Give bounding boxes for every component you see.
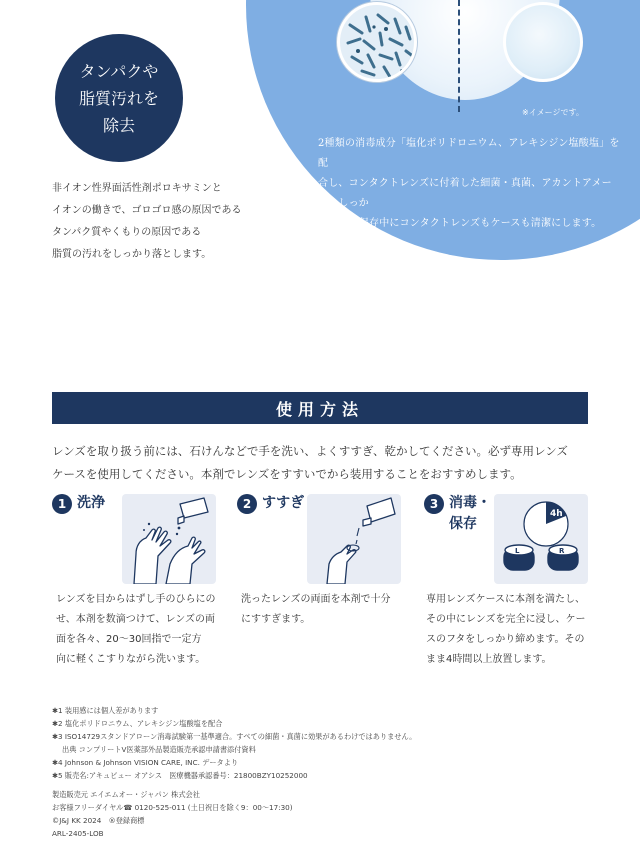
footnote: ✱5 販売名:アキュビュー オアシス 医療機器承認番号：21800BZY10252000 — [52, 771, 308, 780]
step-title — [449, 493, 491, 535]
company-info — [52, 788, 293, 840]
text-line: 合し、コンタクトレンズに付着した細菌・真菌、アカントアメーバをしっか — [318, 178, 612, 209]
disinfection-description — [318, 134, 620, 234]
text-line: まま4時間以上放置します。 — [426, 654, 552, 665]
bacteria-lens-icon — [337, 2, 417, 82]
hands-washing-icon — [122, 494, 216, 584]
footnote: ✱2 塩化ポリドロニウム、アレキシジン塩酸塩を配合 — [52, 719, 223, 728]
case-left-label: L — [515, 547, 520, 555]
document-code: ARL-2405-LOB — [52, 829, 104, 838]
usage-intro — [52, 440, 592, 486]
step-number: 1 — [52, 494, 72, 514]
footnote: ✱4 Johnson & Johnson VISION CARE, INC. データより — [52, 758, 239, 767]
text-line: イオンの働きで、ゴロゴロ感の原因である — [52, 205, 242, 216]
text-line: その中にレンズを完全に浸し、ケー — [426, 614, 586, 625]
badge-line: 脂質汚れを — [78, 88, 159, 108]
divider-dashed-line — [458, 0, 460, 112]
text-line: 非イオン性界面活性剤ポロキサミンと — [52, 183, 222, 194]
copyright: ©J&J KK 2024 ®登録商標 — [52, 816, 145, 825]
text-line: 専用レンズケースに本剤を満たし、 — [426, 594, 585, 605]
clock-label: 4h — [550, 509, 563, 519]
step-wash-text — [56, 590, 228, 670]
step-title — [77, 493, 105, 514]
text-line: レンズを目からはずし手のひらにの — [56, 594, 216, 605]
text-line: 2種類の消毒成分「塩化ポリドロニウム、アレキシジン塩酸塩」を配 — [318, 138, 620, 169]
usage-heading: 使用方法 — [52, 392, 588, 424]
text-line: 洗ったレンズの両面を本剤で十分 — [241, 594, 391, 605]
lens-case-icon — [494, 494, 588, 584]
badge-line: タンパクや — [79, 61, 159, 81]
image-note: ※イメージです。 — [522, 108, 584, 117]
step-number: 2 — [237, 494, 257, 514]
clean-lens-icon — [503, 2, 583, 82]
text-line: にすすぎます。 — [241, 614, 311, 625]
cleaning-description — [52, 178, 292, 266]
protein-lipid-badge — [55, 34, 183, 162]
text-line: 向に軽くこすりながら洗います。 — [56, 654, 206, 665]
text-line: レンズを取り扱う前には、石けんなどで手を洗い、よくすすぎ、乾かしてください。必ず専用レンズ — [52, 444, 568, 458]
step-title-line: 洗浄 — [77, 495, 105, 511]
step-rinse-text — [241, 590, 413, 630]
footnotes — [52, 704, 416, 782]
text-line: せ、本剤を数滴つけて、レンズの両 — [56, 614, 215, 625]
step-title-line: すすぎ — [262, 495, 305, 511]
step-title-line: 消毒・ — [449, 495, 491, 511]
step-title-line: 保存 — [449, 516, 477, 532]
text-line: 脂質の汚れをしっかり落とします。 — [52, 249, 212, 260]
step-disinfect-store-text — [426, 590, 598, 670]
step-title — [262, 493, 304, 514]
case-right-label: R — [559, 547, 565, 555]
footnote: ✱1 装用感には個人差があります — [52, 706, 159, 715]
customer-phone: お客様フリーダイヤル☎ 0120-525-011 (土日祝日を除く9：00〜17:30) — [52, 803, 293, 812]
text-line: タンパク質やくもりの原因である — [52, 227, 202, 238]
text-line: ケースを使用してください。本剤でレンズをすすいでから装用することをおすすめします。 — [52, 467, 522, 481]
rinse-lens-icon — [307, 494, 401, 584]
text-line: 面を各々、20〜30回指で一定方 — [56, 634, 202, 645]
text-line: り消毒。保存中にコンタクトレンズもケースも清潔にします。 — [318, 218, 602, 229]
company-line: 製造販売元 エイエムオー・ジャパン 株式会社 — [52, 790, 200, 799]
badge-line: 除去 — [102, 115, 135, 135]
footnote: 出典 コンプリートⅤ医薬部外品製造販売承認申請書添付資料 — [62, 745, 256, 754]
footnote: ✱3 ISO14729スタンドアローン消毒試験第一基準適合。すべての細菌・真菌に効果があるわけではありません。 — [52, 732, 417, 741]
step-number: 3 — [424, 494, 444, 514]
text-line: スのフタをしっかり締めます。その — [426, 634, 585, 645]
